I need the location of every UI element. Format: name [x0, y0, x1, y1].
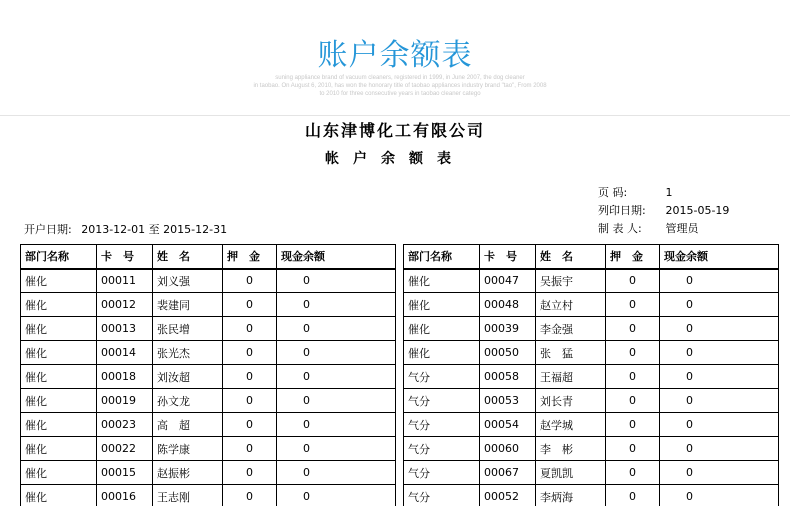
banner-divider: [0, 115, 790, 116]
cell-deposit: 0: [606, 269, 660, 293]
cell-cash-balance: 0: [277, 317, 396, 341]
column-header-department: 部门名称: [404, 245, 480, 269]
table-row: [404, 341, 779, 365]
cell-card-no: 00054: [480, 413, 536, 437]
cell-deposit: 0: [606, 413, 660, 437]
cell-deposit: 0: [606, 485, 660, 506]
cell-deposit: 0: [606, 293, 660, 317]
cell-deposit: 0: [606, 461, 660, 485]
column-header-card-no: 卡 号: [480, 245, 536, 269]
cell-cash-balance: 0: [660, 413, 779, 437]
banner-subtitle-line: suning appliance brand of vacuum cleaners, registered in 1999, in June 2007, the dog cleaner: [275, 75, 525, 81]
cell-deposit: 0: [223, 341, 277, 365]
page-number-row: [598, 184, 729, 202]
cell-cash-balance: 0: [277, 365, 396, 389]
banner-subtitle-line: to 2010 for three consecutive years in taobao cleaner catego: [319, 91, 481, 97]
cell-card-no: 00052: [480, 485, 536, 506]
table-body: [21, 269, 396, 506]
cell-card-no: 00016: [97, 485, 153, 506]
cell-department: 气分: [404, 461, 480, 485]
cell-deposit: 0: [223, 293, 277, 317]
cell-deposit: 0: [223, 269, 277, 293]
balance-table-right: [403, 244, 779, 506]
cell-cash-balance: 0: [660, 365, 779, 389]
cell-name: 王志刚: [153, 485, 223, 506]
cell-deposit: 0: [223, 461, 277, 485]
cell-department: 催化: [21, 341, 97, 365]
cell-department: 催化: [21, 461, 97, 485]
maker-row: [598, 220, 729, 238]
table-row: [21, 365, 396, 389]
cell-cash-balance: 0: [277, 437, 396, 461]
cell-name: 刘长青: [536, 389, 606, 413]
column-header-deposit: 押 金: [223, 245, 277, 269]
cell-department: 气分: [404, 413, 480, 437]
cell-deposit: 0: [606, 437, 660, 461]
cell-cash-balance: 0: [277, 413, 396, 437]
table-header-row: [404, 245, 779, 269]
cell-name: 李金强: [536, 317, 606, 341]
column-header-cash-balance: 现金余额: [660, 245, 779, 269]
cell-name: 王福超: [536, 365, 606, 389]
cell-department: 催化: [21, 269, 97, 293]
cell-department: 催化: [404, 341, 480, 365]
report-title: 帐户余额表: [325, 151, 465, 167]
cell-department: 气分: [404, 485, 480, 506]
cell-department: 气分: [404, 437, 480, 461]
cell-cash-balance: 0: [660, 341, 779, 365]
cell-cash-balance: 0: [660, 389, 779, 413]
cell-department: 催化: [21, 437, 97, 461]
cell-cash-balance: 0: [660, 437, 779, 461]
cell-deposit: 0: [223, 389, 277, 413]
cell-cash-balance: 0: [277, 293, 396, 317]
column-header-department: 部门名称: [21, 245, 97, 269]
cell-name: 夏凯凯: [536, 461, 606, 485]
table-row: [21, 485, 396, 506]
cell-card-no: 00019: [97, 389, 153, 413]
table-body: [404, 269, 779, 506]
table-row: [21, 461, 396, 485]
cell-name: 张民增: [153, 317, 223, 341]
cell-deposit: 0: [606, 365, 660, 389]
table-header-row: [21, 245, 396, 269]
report-meta: [598, 184, 729, 238]
maker-value: 管理员: [665, 222, 699, 235]
banner-title: 账户余额表: [317, 38, 473, 73]
page-number-label: 页 码:: [598, 186, 628, 199]
cell-cash-balance: 0: [277, 269, 396, 293]
table-row: [404, 437, 779, 461]
table-row: [21, 269, 396, 293]
cell-deposit: 0: [223, 317, 277, 341]
company-name: 山东津博化工有限公司: [304, 121, 485, 140]
cell-name: 陈学康: [153, 437, 223, 461]
cell-department: 催化: [21, 365, 97, 389]
cell-name: 赵立村: [536, 293, 606, 317]
cell-card-no: 00058: [480, 365, 536, 389]
cell-department: 催化: [404, 317, 480, 341]
cell-cash-balance: 0: [660, 269, 779, 293]
cell-name: 赵振彬: [153, 461, 223, 485]
cell-cash-balance: 0: [660, 485, 779, 506]
cell-card-no: 00014: [97, 341, 153, 365]
print-date-row: [598, 202, 729, 220]
banner-subtitle-line: in taobao. On August 6, 2010, has won the honorary title of taobao appliances industry brand "tao", From 2008: [253, 83, 547, 89]
balance-table-left: [20, 244, 396, 506]
column-header-cash-balance: 现金余额: [277, 245, 396, 269]
cell-card-no: 00015: [97, 461, 153, 485]
table-row: [21, 317, 396, 341]
cell-card-no: 00048: [480, 293, 536, 317]
cell-name: 李炳海: [536, 485, 606, 506]
cell-department: 催化: [21, 389, 97, 413]
cell-deposit: 0: [223, 365, 277, 389]
cell-card-no: 00053: [480, 389, 536, 413]
cell-card-no: 00050: [480, 341, 536, 365]
cell-name: 吴振宇: [536, 269, 606, 293]
table-row: [404, 293, 779, 317]
cell-deposit: 0: [606, 317, 660, 341]
maker-label: 制 表 人:: [598, 222, 642, 235]
cell-department: 催化: [21, 485, 97, 506]
print-date-value: 2015-05-19: [665, 204, 730, 217]
open-date-value: 2013-12-01 至 2015-12-31: [81, 223, 228, 236]
table-row: [404, 317, 779, 341]
cell-card-no: 00047: [480, 269, 536, 293]
open-date-label: 开户日期:: [24, 223, 72, 236]
cell-name: 刘汝超: [153, 365, 223, 389]
cell-deposit: 0: [223, 485, 277, 506]
cell-card-no: 00013: [97, 317, 153, 341]
table-row: [404, 365, 779, 389]
cell-name: 高 超: [153, 413, 223, 437]
banner-subtitle: [200, 74, 600, 98]
table-row: [404, 413, 779, 437]
cell-card-no: 00067: [480, 461, 536, 485]
table-row: [21, 389, 396, 413]
cell-department: 催化: [21, 317, 97, 341]
cell-deposit: 0: [223, 413, 277, 437]
page-banner: [0, 0, 790, 116]
cell-deposit: 0: [606, 389, 660, 413]
cell-cash-balance: 0: [277, 485, 396, 506]
cell-deposit: 0: [223, 437, 277, 461]
cell-cash-balance: 0: [277, 389, 396, 413]
cell-card-no: 00012: [97, 293, 153, 317]
cell-cash-balance: 0: [660, 293, 779, 317]
table-row: [404, 485, 779, 506]
cell-department: 催化: [404, 269, 480, 293]
cell-department: 催化: [21, 413, 97, 437]
cell-name: 孙文龙: [153, 389, 223, 413]
cell-department: 气分: [404, 389, 480, 413]
cell-card-no: 00023: [97, 413, 153, 437]
table-row: [21, 413, 396, 437]
cell-cash-balance: 0: [660, 461, 779, 485]
table-row: [404, 461, 779, 485]
print-date-label: 列印日期:: [598, 204, 646, 217]
page-number-value: 1: [665, 186, 673, 199]
cell-card-no: 00039: [480, 317, 536, 341]
open-date-row: [24, 221, 227, 239]
cell-department: 催化: [21, 293, 97, 317]
cell-card-no: 00011: [97, 269, 153, 293]
cell-name: 刘义强: [153, 269, 223, 293]
cell-name: 赵学城: [536, 413, 606, 437]
column-header-deposit: 押 金: [606, 245, 660, 269]
cell-deposit: 0: [606, 341, 660, 365]
cell-department: 气分: [404, 365, 480, 389]
table-row: [404, 389, 779, 413]
table-row: [404, 269, 779, 293]
cell-cash-balance: 0: [660, 317, 779, 341]
column-header-card-no: 卡 号: [97, 245, 153, 269]
table-row: [21, 437, 396, 461]
cell-name: 张光杰: [153, 341, 223, 365]
table-row: [21, 293, 396, 317]
cell-cash-balance: 0: [277, 341, 396, 365]
column-header-name: 姓 名: [153, 245, 223, 269]
cell-card-no: 00022: [97, 437, 153, 461]
column-header-name: 姓 名: [536, 245, 606, 269]
cell-card-no: 00060: [480, 437, 536, 461]
cell-name: 张 猛: [536, 341, 606, 365]
cell-name: 裴建同: [153, 293, 223, 317]
cell-card-no: 00018: [97, 365, 153, 389]
cell-department: 催化: [404, 293, 480, 317]
cell-name: 李 彬: [536, 437, 606, 461]
table-row: [21, 341, 396, 365]
cell-cash-balance: 0: [277, 461, 396, 485]
